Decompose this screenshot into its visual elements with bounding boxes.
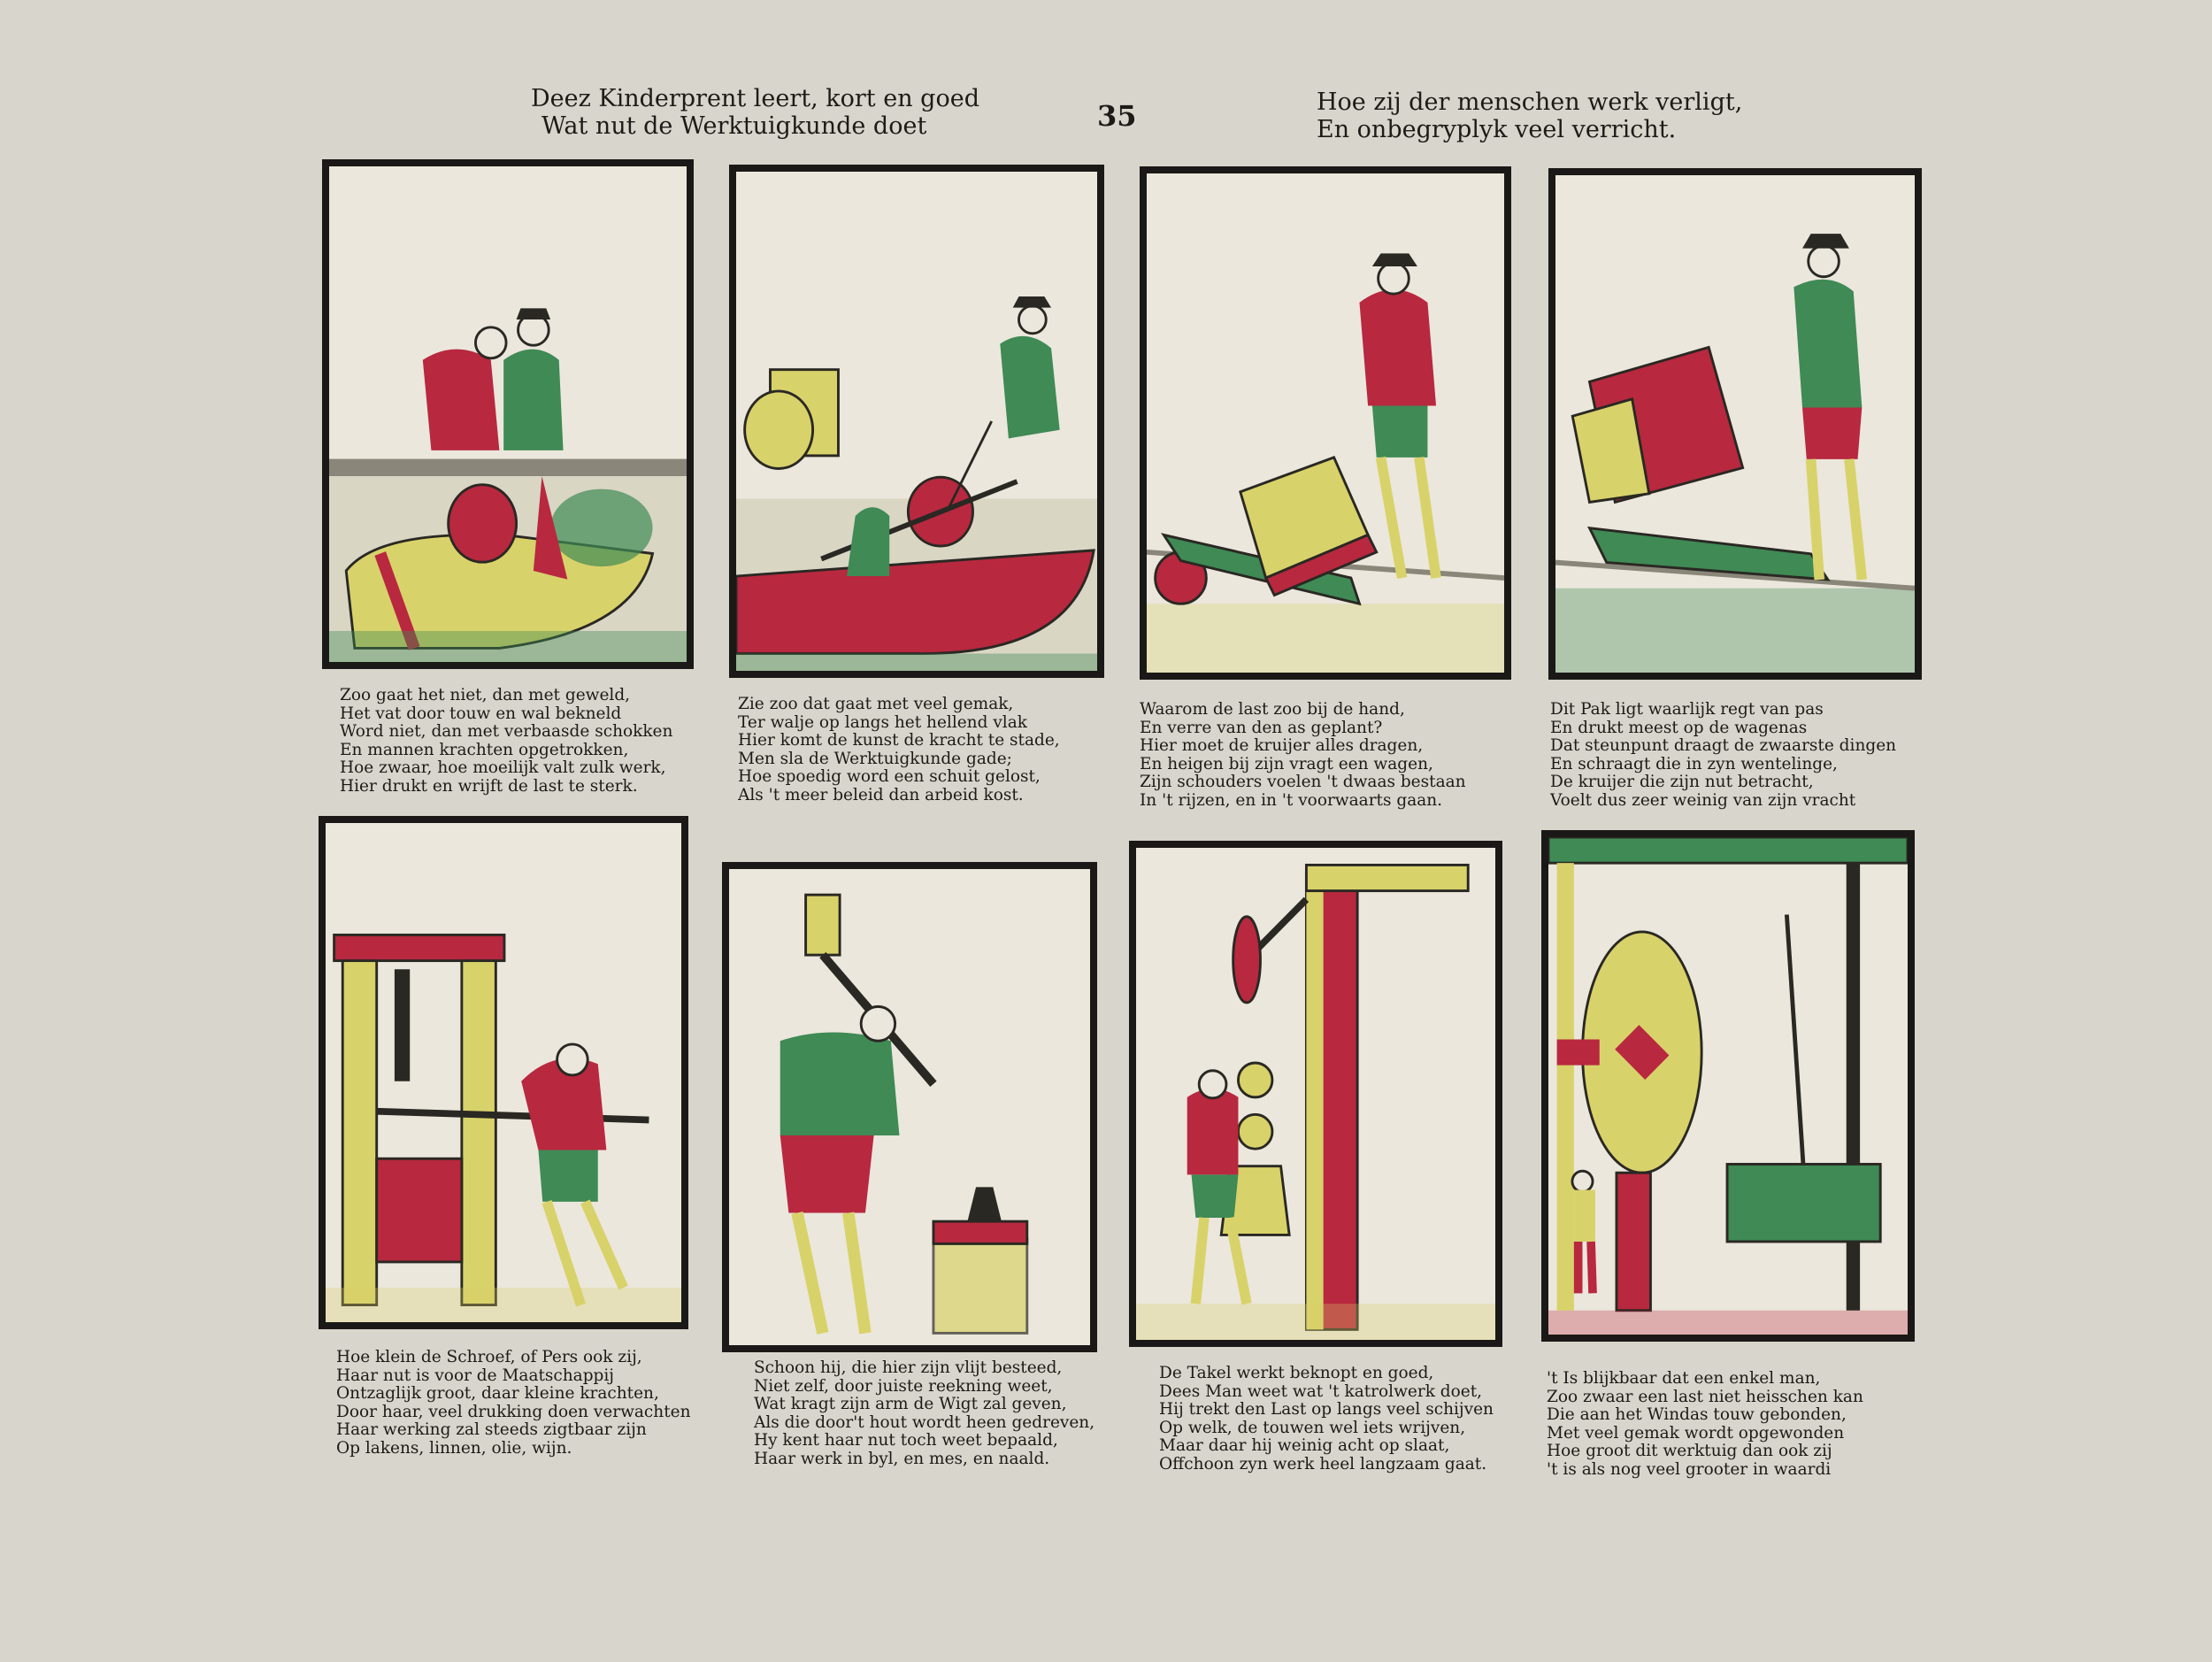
screw-press-illustration [326,823,681,1322]
header-line: Deez Kinderprent leert, kort en goed [531,85,979,112]
verse-line: Ontzaglijk groot, daar kleine krachten, [336,1384,659,1403]
verse-line: In 't rijzen, en in 't voorwaarts gaan. [1140,790,1443,810]
verse-line: Door haar, veel drukking doen verwachten [336,1402,691,1421]
verse-line: En mannen krachten opgetrokken, [340,740,629,759]
panel-1-hauling-barrels [322,159,694,669]
verse-line: Zoo zwaar een last niet heisschen kan [1547,1387,1863,1406]
header-line: Wat nut de Werktuigkunde doet [541,112,927,140]
verse-line: Haar werking zal steeds zigtbaar zijn [336,1420,647,1439]
wheelbarrow-pull-illustration [1555,175,1915,673]
verse-line: De Takel werkt beknopt en goed, [1159,1365,1434,1382]
panel-6-verse [754,1359,1125,1468]
panel-3-wheelbarrow-push [1140,166,1511,680]
verse-line: Dit Pak ligt waarlijk regt van pas [1550,701,1824,719]
verse-line: Word niet, dan met verbaasde schokken [340,722,673,741]
verse-line: Hoe klein de Schroef, of Pers ook zij, [336,1349,642,1366]
verse-line: Hier moet de kruijer alles dragen, [1140,736,1424,755]
verse-line: Ter walje op langs het hellend vlak [738,712,1027,732]
verse-line: 't Is blijkbaar dat een enkel man, [1547,1370,1821,1388]
verse-line: En drukt meest op de wagenas [1550,718,1808,737]
verse-line: Zie zoo dat gaat met veel gemak, [738,696,1014,713]
hauling-barrels-illustration [329,166,687,662]
panel-6-wedge [722,862,1097,1352]
windlass-illustration [1548,837,1908,1335]
verse-line: En schraagt die in zyn wentelinge, [1550,754,1838,773]
verse-line: Waarom de last zoo bij de hand, [1140,701,1405,719]
inclined-plane-illustration [736,172,1097,671]
header-line: Hoe zij der menschen werk verligt, [1317,88,1743,116]
wheelbarrow-push-illustration [1147,173,1504,673]
verse-line: Hoe zwaar, hoe moeilijk valt zulk werk, [340,758,666,777]
verse-line: Het vat door touw en wal bekneld [340,704,622,723]
verse-line: Schoon hij, die hier zijn vlijt besteed, [754,1359,1063,1377]
verse-line: Zijn schouders voelen 't dwaas bestaan [1140,773,1466,791]
verse-line: Haar werk in byl, en mes, en naald. [754,1449,1050,1468]
verse-line: Als 't meer beleid dan arbeid kost. [738,785,1024,804]
verse-line: En verre van den as geplant? [1140,718,1383,737]
panel-4-wheelbarrow-pull [1548,168,1922,680]
verse-line: Hoe groot dit werktuig dan ook zij [1547,1442,1832,1460]
verse-line: Offchoon zyn werk heel langzaam gaat. [1159,1454,1487,1473]
verse-line: Dat steunpunt draagt de zwaarste dingen [1550,736,1897,755]
verse-line: Hier drukt en wrijft de last te sterk. [340,776,638,796]
panel-1-verse [340,687,729,796]
verse-line: Dees Man weet wat 't katrolwerk doet, [1159,1381,1483,1401]
verse-line: Met veel gemak wordt opgewonden [1547,1423,1845,1443]
verse-line: Wat kragt zijn arm de Wigt zal geven, [754,1395,1067,1413]
panel-2-verse [738,696,1118,804]
verse-line: Hy kent haar nut toch weet bepaald, [754,1431,1058,1450]
header-left-verse [531,85,979,140]
verse-line: Niet zelf, door juiste reekning weet, [754,1376,1053,1396]
verse-line: Als die door't hout wordt heen gedreven, [754,1412,1095,1432]
verse-line: Op lakens, linnen, olie, wijn. [336,1438,572,1458]
verse-line: Men sla de Werktuigkunde gade; [738,749,1012,768]
panel-4-verse [1550,701,1943,810]
verse-line: En heigen bij zijn vragt een wagen, [1140,754,1433,773]
verse-line: Zoo gaat het niet, dan met geweld, [340,687,631,704]
plate-number: 35 [1097,99,1137,133]
verse-line: Hier komt de kunst de kracht te stade, [738,731,1060,750]
panel-7-verse [1159,1365,1531,1473]
pulley-illustration [1136,848,1495,1340]
wedge-illustration [729,869,1090,1345]
panel-8-windlass [1541,830,1915,1342]
panel-3-verse [1140,701,1529,810]
header-right-verse [1317,88,1742,143]
header-line: En onbegryplyk veel verricht. [1317,116,1677,143]
panel-8-verse [1547,1370,1936,1479]
verse-line: De kruijer die zijn nut betracht, [1550,773,1814,791]
verse-line: Die aan het Windas touw gebonden, [1547,1405,1847,1424]
verse-line: Hij trekt den Last op langs veel schijven [1159,1400,1494,1419]
verse-line: Haar nut is voor de Maatschappij [336,1366,615,1385]
panel-5-screw-press [319,816,688,1329]
panel-2-inclined-plane [729,165,1104,678]
verse-line: Op welk, de touwen wel iets wrijven, [1159,1418,1466,1437]
verse-line: Hoe spoedig word een schuit gelost, [738,767,1041,786]
panel-7-pulley [1129,841,1502,1347]
verse-line: Maar daar hij weinig acht op slaat, [1159,1436,1450,1455]
verse-line: 't is als nog veel grooter in waardi [1547,1459,1832,1479]
verse-line: Voelt dus zeer weinig van zijn vracht [1550,790,1856,810]
panel-5-verse [336,1349,708,1458]
